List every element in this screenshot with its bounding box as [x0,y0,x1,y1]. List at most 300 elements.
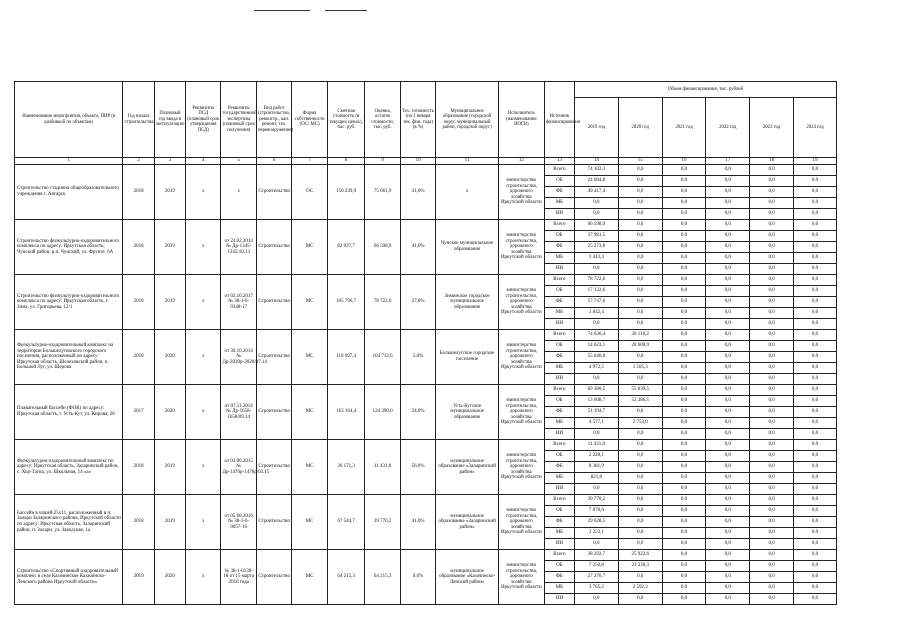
funding-value: 0,0 [618,451,662,462]
funding-source: ИИ [544,209,574,220]
funding-value: 0,0 [706,341,750,352]
funding-source: Всего [544,440,574,451]
funding-value: 0,0 [575,594,619,605]
start-year: 2018 [123,165,154,220]
funding-value: 0,0 [618,506,662,517]
funding-source: ИИ [544,319,574,330]
funding-value: 0,0 [750,374,794,385]
object-name: Физкультурно-оздоровительный комплекс на территории Большелуговского городского поселения, расположенный по адресу: Иркутская область, Шелеховский район, п. Большой Луг, ул. Шерова [15,330,123,385]
funding-value: 0,0 [750,429,794,440]
funding-value: 0,0 [706,264,750,275]
funding-value: 0,0 [793,473,836,484]
ownership: МС [292,495,327,550]
funding-value: 0,0 [750,198,794,209]
funding-source: ОБ [544,341,574,352]
funding-value: 0,0 [662,187,706,198]
funding-value: 0,0 [575,198,619,209]
funding-value: 0,0 [750,495,794,506]
plan-year: 2019 [154,165,185,220]
funding-value: 0,0 [706,220,750,231]
funding-value: 0,0 [662,572,706,583]
funding-source: ОБ [544,561,574,572]
header-executor: Исполнитель (наименование ИОГВ) [498,82,544,158]
funding-value: 74 102,3 [575,165,619,176]
funding-value: 0,0 [793,440,836,451]
column-number: 8 [327,158,365,165]
start-year: 2018 [123,330,154,385]
funding-value: 0,0 [662,385,706,396]
funding-value: 8 381,9 [575,462,619,473]
column-number: 14 [575,158,619,165]
funding-source: МБ [544,308,574,319]
psd-value: x [186,275,221,330]
funding-source: ФБ [544,407,574,418]
funding-value: 0,0 [662,429,706,440]
funding-value: 0,0 [706,506,750,517]
funding-value: 0,0 [706,396,750,407]
funding-value: 0,0 [750,462,794,473]
funding-value: 49 417,4 [575,187,619,198]
funding-value: 0,0 [706,539,750,550]
funding-value: 69 380,5 [575,385,619,396]
funding-value: 7 250,8 [575,561,619,572]
funding-value: 821,8 [575,473,619,484]
funding-value: 0,0 [618,352,662,363]
funding-value: 0,0 [706,352,750,363]
table-body [15,165,837,605]
header-year: 2021 год [662,98,706,158]
expertise-value: от 05.08.2016 № 38-1-6-0057-16 [221,495,256,550]
funding-value: 0,0 [793,275,836,286]
plan-year: 2020 [154,550,185,605]
estimate-cost: 163 164,4 [327,385,365,440]
funding-value: 0,0 [793,594,836,605]
funding-value: 0,0 [618,264,662,275]
funding-value: 23 330,3 [618,561,662,572]
funding-value: 0,0 [662,462,706,473]
object-name: Строительство физкультурно-оздоровительного комплекса по адресу: Иркутская область, г. Зима, ул. Григорьева, 12/1 [15,275,123,330]
funding-value: 0,0 [793,550,836,561]
start-year: 2018 [123,220,154,275]
funding-value: 0,0 [793,528,836,539]
plan-year: 2019 [154,220,185,275]
funding-value: 0,0 [662,297,706,308]
funding-source: ОБ [544,396,574,407]
column-numbers-row [15,158,837,165]
funding-source: Всего [544,275,574,286]
funding-value: 0,0 [706,374,750,385]
funding-value: 0,0 [706,363,750,374]
funding-value: 0,0 [750,451,794,462]
funding-source: ОБ [544,286,574,297]
funding-value: 0,0 [750,396,794,407]
funding-value: 0,0 [706,561,750,572]
funding-value: 0,0 [618,275,662,286]
funding-value: 0,0 [662,242,706,253]
executor: министерство строительства, дорожного хозяйства Иркутской области [498,550,544,605]
column-number: 11 [436,158,499,165]
work-type: Строительство [256,220,291,275]
funding-value: 0,0 [793,352,836,363]
funding-value: 0,0 [793,242,836,253]
plan-year: 2019 [154,495,185,550]
table-row [15,550,837,561]
funding-value: 0,0 [662,539,706,550]
readiness: 41,0% [400,495,435,550]
column-number: 15 [618,158,662,165]
expertise-value: № 38-1-0130-18 от 15 марта 2018 года [221,550,256,605]
readiness: 24,0% [400,385,435,440]
header-work-type: Вид работ (строительство, реконстр., кап. ремонт, тех. перевооружение) [256,82,291,158]
funding-value: 0,0 [662,253,706,264]
header-municipality: Муниципальное образование (городской округ, муниципальный район, городской округ) [436,82,499,158]
funding-value: 0,0 [618,209,662,220]
remaining-cost: 11 431,8 [365,440,400,495]
funding-source: МБ [544,253,574,264]
funding-value: 0,0 [750,242,794,253]
funding-value: 0,0 [618,517,662,528]
funding-value: 0,0 [793,176,836,187]
funding-value: 0,0 [750,297,794,308]
header-funding: Объем финансирования, тыс. рублей [575,82,837,98]
object-name: Строительство «Спортивный оздоровительный комплекс в селе Казачинское Казачинско-Ленского района Иркутской области» [15,550,123,605]
funding-value: 0,0 [618,495,662,506]
funding-value: 0,0 [662,352,706,363]
work-type: Строительство [256,495,291,550]
table-row [15,275,837,286]
executor: министерство строительства, дорожного хозяйства Иркутской области [498,165,544,220]
funding-value: 0,0 [750,539,794,550]
funding-source: ОБ [544,176,574,187]
funding-value: 13 608,7 [575,396,619,407]
funding-source: Всего [544,220,574,231]
ownership: МС [292,275,327,330]
funding-value: 0,0 [706,319,750,330]
funding-value: 0,0 [793,418,836,429]
funding-value: 0,0 [793,451,836,462]
funding-value: 0,0 [618,198,662,209]
header-plan-year: Плановый год ввода в эксплуатацию [154,82,185,158]
funding-value: 0,0 [750,308,794,319]
ownership: МС [292,385,327,440]
funding-value: 0,0 [750,330,794,341]
estimate-cost: 67 544,7 [327,495,365,550]
work-type: Строительство [256,550,291,605]
readiness: 27,0% [400,275,435,330]
funding-value: 0,0 [662,286,706,297]
funding-value: 0,0 [662,341,706,352]
funding-value: 0,0 [793,231,836,242]
table-row [15,385,837,396]
plan-year: 2019 [154,275,185,330]
funding-value: 0,0 [618,187,662,198]
funding-value: 0,0 [750,594,794,605]
funding-value: 0,0 [662,561,706,572]
start-year: 2018 [123,440,154,495]
funding-value: 0,0 [662,220,706,231]
column-number: 6 [256,158,291,165]
municipality: муниципальное образование «Казачинско-Ленский район» [436,550,499,605]
funding-value: 0,0 [793,385,836,396]
object-name: Бассейн в чашей 25х11, расположенный в п. Залари Заларинского района, Иркутской области по адресу: Иркутская область, Заларинский район, п. Залари, ул. Заводская, 1а [15,495,123,550]
funding-value: 0,0 [706,550,750,561]
funding-source: Всего [544,330,574,341]
header-year: 2023 год [750,98,794,158]
column-number: 3 [154,158,185,165]
financing-table [14,81,837,605]
funding-value: 0,0 [575,319,619,330]
funding-value: 0,0 [750,407,794,418]
funding-value: 0,0 [662,165,706,176]
header-year: 2024 год [793,98,836,158]
funding-value: 0,0 [662,374,706,385]
funding-source: ИИ [544,264,574,275]
estimate-cost: 64 215,3 [327,550,365,605]
funding-value: 0,0 [793,319,836,330]
header-year: 2022 год [706,98,750,158]
funding-value: 0,0 [750,506,794,517]
funding-value: 0,0 [618,440,662,451]
municipality: x [436,165,499,220]
executor: министерство строительства, дорожного хозяйства Иркутской области [498,275,544,330]
funding-value: 0,0 [793,396,836,407]
funding-value: 0,0 [750,528,794,539]
header-ownership: Форма собственности (ОС/ МС) [292,82,327,158]
funding-value: 66 598,9 [575,220,619,231]
funding-source: МБ [544,198,574,209]
expertise-value: от 02.10.2017 № 38-1-6-0348-17 [221,275,256,330]
funding-value: 0,0 [706,198,750,209]
funding-value: 0,0 [750,440,794,451]
remaining-cost: 78 722,6 [365,275,400,330]
funding-value: 0,0 [662,418,706,429]
estimate-cost: 150 239,9 [327,165,365,220]
psd-value: x [186,165,221,220]
funding-value: 0,0 [618,297,662,308]
funding-value: 0,0 [750,572,794,583]
funding-value: 0,0 [706,209,750,220]
funding-value: 0,0 [618,374,662,385]
funding-value: 0,0 [793,561,836,572]
object-name: Плавательный бассейн (ФОК) по адресу: Иркутская область, г. Усть-Кут, ул. Кирова, 28 [15,385,123,440]
executor: министерство строительства, дорожного хозяйства Иркутской области [498,495,544,550]
funding-value: 0,0 [706,407,750,418]
funding-value: 25 273,8 [575,242,619,253]
funding-value: 25 922,6 [618,550,662,561]
funding-value: 0,0 [662,506,706,517]
funding-value: 0,0 [618,407,662,418]
funding-value: 0,0 [662,330,706,341]
column-number: 19 [793,158,836,165]
funding-source: ФБ [544,352,574,363]
funding-source: ФБ [544,297,574,308]
psd-value: x [186,440,221,495]
funding-value: 0,0 [662,407,706,418]
header-source: Источник финансирования [544,82,574,158]
funding-value: 0,0 [793,462,836,473]
readiness: 41,0% [400,220,435,275]
funding-value: 0,0 [575,539,619,550]
header-expertise: Реквизиты государственной экспертизы (плановый срок получения) [221,82,256,158]
funding-value: 0,0 [793,165,836,176]
funding-value: 24 684,8 [575,176,619,187]
header-year: 2020 год [618,98,662,158]
funding-value: 0,0 [793,341,836,352]
funding-value: 0,0 [662,308,706,319]
funding-value: 0,0 [706,187,750,198]
executor: министерство строительства, дорожного хозяйства Иркутской области [498,220,544,275]
funding-value: 0,0 [706,308,750,319]
funding-source: МБ [544,473,574,484]
municipality: муниципальное образование «Заларинский район» [436,495,499,550]
funding-value: 3 343,4 [575,253,619,264]
funding-source: МБ [544,418,574,429]
executor: министерство строительства, дорожного хозяйства Иркутской области [498,330,544,385]
header-estimate: Сметная стоимость (в текущих ценах), тыс. руб. [327,82,365,158]
funding-value: 4 972,5 [575,363,619,374]
funding-value: 0,0 [662,517,706,528]
column-number: 5 [221,158,256,165]
funding-value: 0,0 [662,473,706,484]
work-type: Строительство [256,440,291,495]
header-readiness: Тех. готовность (на 1 января тек. фин. года) (в %) [400,82,435,158]
psd-value: x [186,220,221,275]
funding-value: 0,0 [750,220,794,231]
remaining-cost: 75 061,9 [365,165,400,220]
funding-value: 0,0 [750,385,794,396]
municipality: муниципальное образование «Заларинский район» [436,440,499,495]
funding-value: 0,0 [706,484,750,495]
funding-value: 2 253,1 [575,528,619,539]
funding-value: 0,0 [750,231,794,242]
funding-source: ОБ [544,231,574,242]
scan-mark [325,10,367,11]
funding-value: 2 753,0 [618,418,662,429]
funding-value: 0,0 [750,352,794,363]
funding-value: 0,0 [793,583,836,594]
column-number: 13 [544,158,574,165]
column-number: 16 [662,158,706,165]
funding-value: 0,0 [662,231,706,242]
table-row [15,440,837,451]
funding-value: 0,0 [662,440,706,451]
work-type: Строительство [256,165,291,220]
readiness: 5,0% [400,330,435,385]
plan-year: 2019 [154,440,185,495]
funding-source: ИИ [544,594,574,605]
table-row [15,495,837,506]
remaining-cost: 66 598,9 [365,220,400,275]
funding-value: 0,0 [706,330,750,341]
estimate-cost: 105 796,7 [327,275,365,330]
funding-value: 0,0 [618,253,662,264]
funding-value: 0,0 [662,484,706,495]
funding-value: 0,0 [750,275,794,286]
funding-value: 0,0 [662,209,706,220]
funding-value: 38 292,7 [575,550,619,561]
funding-value: 0,0 [618,539,662,550]
funding-value: 28 600,9 [618,341,662,352]
readiness: 41,0% [400,165,435,220]
column-number: 2 [123,158,154,165]
funding-value: 55 039,5 [618,385,662,396]
funding-value: 0,0 [662,583,706,594]
funding-value: 4 577,1 [575,418,619,429]
funding-value: 0,0 [706,572,750,583]
funding-source: ОБ [544,506,574,517]
funding-value: 0,0 [793,572,836,583]
funding-value: 0,0 [793,308,836,319]
table-row [15,220,837,231]
column-number: 12 [498,158,544,165]
funding-value: 0,0 [618,528,662,539]
funding-value: 0,0 [706,583,750,594]
funding-value: 52 286,5 [618,396,662,407]
funding-source: МБ [544,528,574,539]
funding-value: 0,0 [793,286,836,297]
column-number: 1 [15,158,123,165]
header-psd: Реквизиты ПСД (плановый срок утверждения ПСД) [186,82,221,158]
funding-value: 0,0 [750,286,794,297]
funding-source: ИИ [544,374,574,385]
start-year: 2018 [123,275,154,330]
funding-value: 0,0 [706,165,750,176]
readiness: 56,0% [400,440,435,495]
funding-value: 78 722,6 [575,275,619,286]
funding-value: 0,0 [750,517,794,528]
estimate-cost: 110 097,4 [327,330,365,385]
funding-value: 57 747,6 [575,297,619,308]
funding-value: 0,0 [662,594,706,605]
funding-value: 11 431,8 [575,440,619,451]
expertise-value: x [221,165,256,220]
funding-value: 0,0 [618,286,662,297]
funding-value: 0,0 [662,319,706,330]
funding-source: ИИ [544,484,574,495]
funding-value: 0,0 [750,583,794,594]
funding-source: ФБ [544,572,574,583]
ownership: МС [292,440,327,495]
funding-source: МБ [544,363,574,374]
start-year: 2017 [123,385,154,440]
funding-value: 0,0 [706,418,750,429]
psd-value: x [186,550,221,605]
funding-value: 0,0 [706,429,750,440]
funding-value: 0,0 [618,242,662,253]
ownership: МС [292,330,327,385]
funding-value: 0,0 [618,231,662,242]
funding-value: 2 592,3 [618,583,662,594]
funding-value: 0,0 [750,418,794,429]
funding-value: 0,0 [618,594,662,605]
funding-value: 0,0 [618,319,662,330]
funding-value: 0,0 [706,253,750,264]
funding-value: 0,0 [575,264,619,275]
funding-source: ИИ [544,539,574,550]
funding-value: 55 040,8 [575,352,619,363]
readiness: 0,0% [400,550,435,605]
funding-value: 0,0 [575,374,619,385]
municipality: Большелугское городское поселение [436,330,499,385]
funding-source: ИИ [544,429,574,440]
expertise-value: от 07.11.2014 № Др-1658-1658/09.14 [221,385,256,440]
header-year: 2019 год [575,98,619,158]
funding-value: 0,0 [706,297,750,308]
funding-value: 0,0 [706,440,750,451]
funding-source: Всего [544,165,574,176]
funding-value: 0,0 [618,484,662,495]
funding-value: 0,0 [662,363,706,374]
